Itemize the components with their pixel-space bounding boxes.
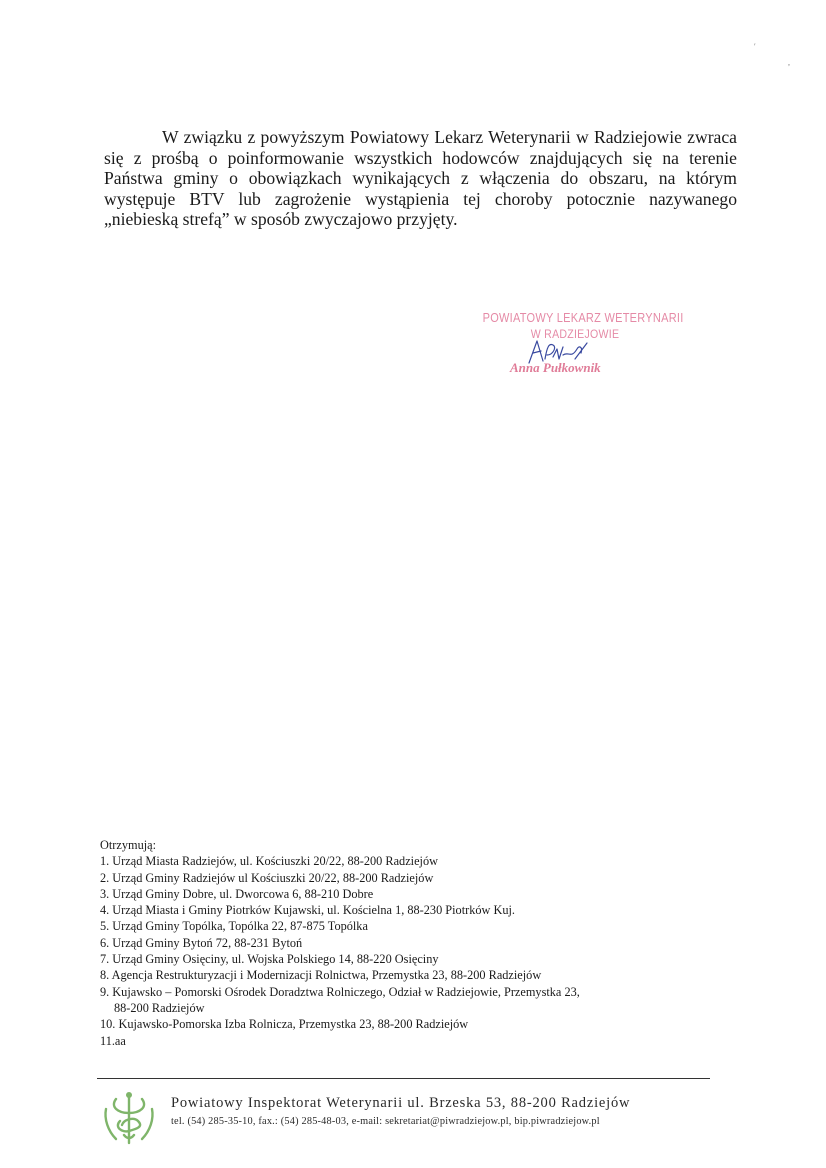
stamp-name: Anna Pułkownik bbox=[510, 360, 601, 375]
recipient-item bbox=[100, 935, 700, 951]
scan-mark: ′ bbox=[754, 42, 756, 51]
recipient-item bbox=[100, 918, 700, 934]
recipient-item bbox=[100, 1016, 700, 1032]
recipient-text: 9. Kujawsko – Pomorski Ośrodek Doradztwa Rolniczego, Odział w Radziejowie, Przemystka 23, bbox=[100, 984, 580, 999]
recipient-text: 7. Urząd Gminy Osięciny, ul. Wojska Polskiego 14, 88-220 Osięciny bbox=[100, 952, 439, 967]
recipient-item bbox=[100, 951, 700, 967]
caduceus-icon bbox=[100, 1089, 158, 1147]
recipient-item bbox=[100, 886, 700, 902]
recipient-item bbox=[100, 984, 700, 1017]
recipient-text: 1. Urząd Miasta Radziejów, ul. Kościuszki 20/22, 88-200 Radziejów bbox=[100, 854, 438, 869]
main-paragraph: W związku z powyższym Powiatowy Lekarz Weterynarii w Radziejowie zwraca się z prośbą o poinformowanie wszystkich hodowców znajdujących się na terenie Państwa gminy o obowiązkach wynikających z włączenia do obszaru, na którym występuje BTV lub zagrożenie wystąpienia tej choroby potocznie nazywanego „niebieską strefą” w sposób zwyczajowo przyjęty. bbox=[104, 127, 737, 229]
recipient-text-continued: 88-200 Radziejów bbox=[114, 1000, 205, 1015]
recipient-item bbox=[100, 902, 700, 918]
recipients-section bbox=[100, 837, 700, 1049]
scan-mark: , bbox=[788, 58, 790, 67]
footer-title: Powiatowy Inspektorat Weterynarii ul. Brzeska 53, 88-200 Radziejów bbox=[171, 1095, 631, 1111]
recipients-heading: Otrzymują: bbox=[100, 838, 157, 852]
recipient-text: 6. Urząd Gminy Bytoń 72, 88-231 Bytoń bbox=[100, 935, 303, 950]
recipient-text: 8. Agencja Restrukturyzacji i Modernizacji Rolnictwa, Przemystka 23, 88-200 Radziejów bbox=[100, 968, 542, 983]
footer-contact: tel. (54) 285-35-10, fax.: (54) 285-48-03, e-mail: sekretariat@piwradziejow.pl, bip.piwradziejow.pl bbox=[171, 1116, 600, 1127]
recipient-text: 5. Urząd Gminy Topólka, Topólka 22, 87-875 Topólka bbox=[100, 919, 368, 934]
recipient-item bbox=[100, 870, 700, 886]
recipient-text: 4. Urząd Miasta i Gminy Piotrków Kujawski, ul. Kościelna 1, 88-230 Piotrków Kuj. bbox=[100, 903, 515, 918]
stamp-title: POWIATOWY LEKARZ WETERYNARII bbox=[482, 311, 684, 325]
recipient-text: 3. Urząd Gminy Dobre, ul. Dworcowa 6, 88-210 Dobre bbox=[100, 886, 374, 901]
recipient-item bbox=[100, 1033, 700, 1049]
footer-divider bbox=[97, 1078, 710, 1079]
recipient-text: 11.aa bbox=[100, 1033, 126, 1048]
recipient-list bbox=[100, 853, 700, 1049]
recipient-item bbox=[100, 853, 700, 869]
stamp-location: W RADZIEJOWIE bbox=[530, 327, 620, 341]
recipient-text: 10. Kujawsko-Pomorska Izba Rolnicza, Przemystka 23, 88-200 Radziejów bbox=[100, 1017, 469, 1032]
official-stamp bbox=[470, 311, 684, 381]
recipient-text: 2. Urząd Gminy Radziejów ul Kościuszki 20/22, 88-200 Radziejów bbox=[100, 870, 434, 885]
recipient-item bbox=[100, 967, 700, 983]
